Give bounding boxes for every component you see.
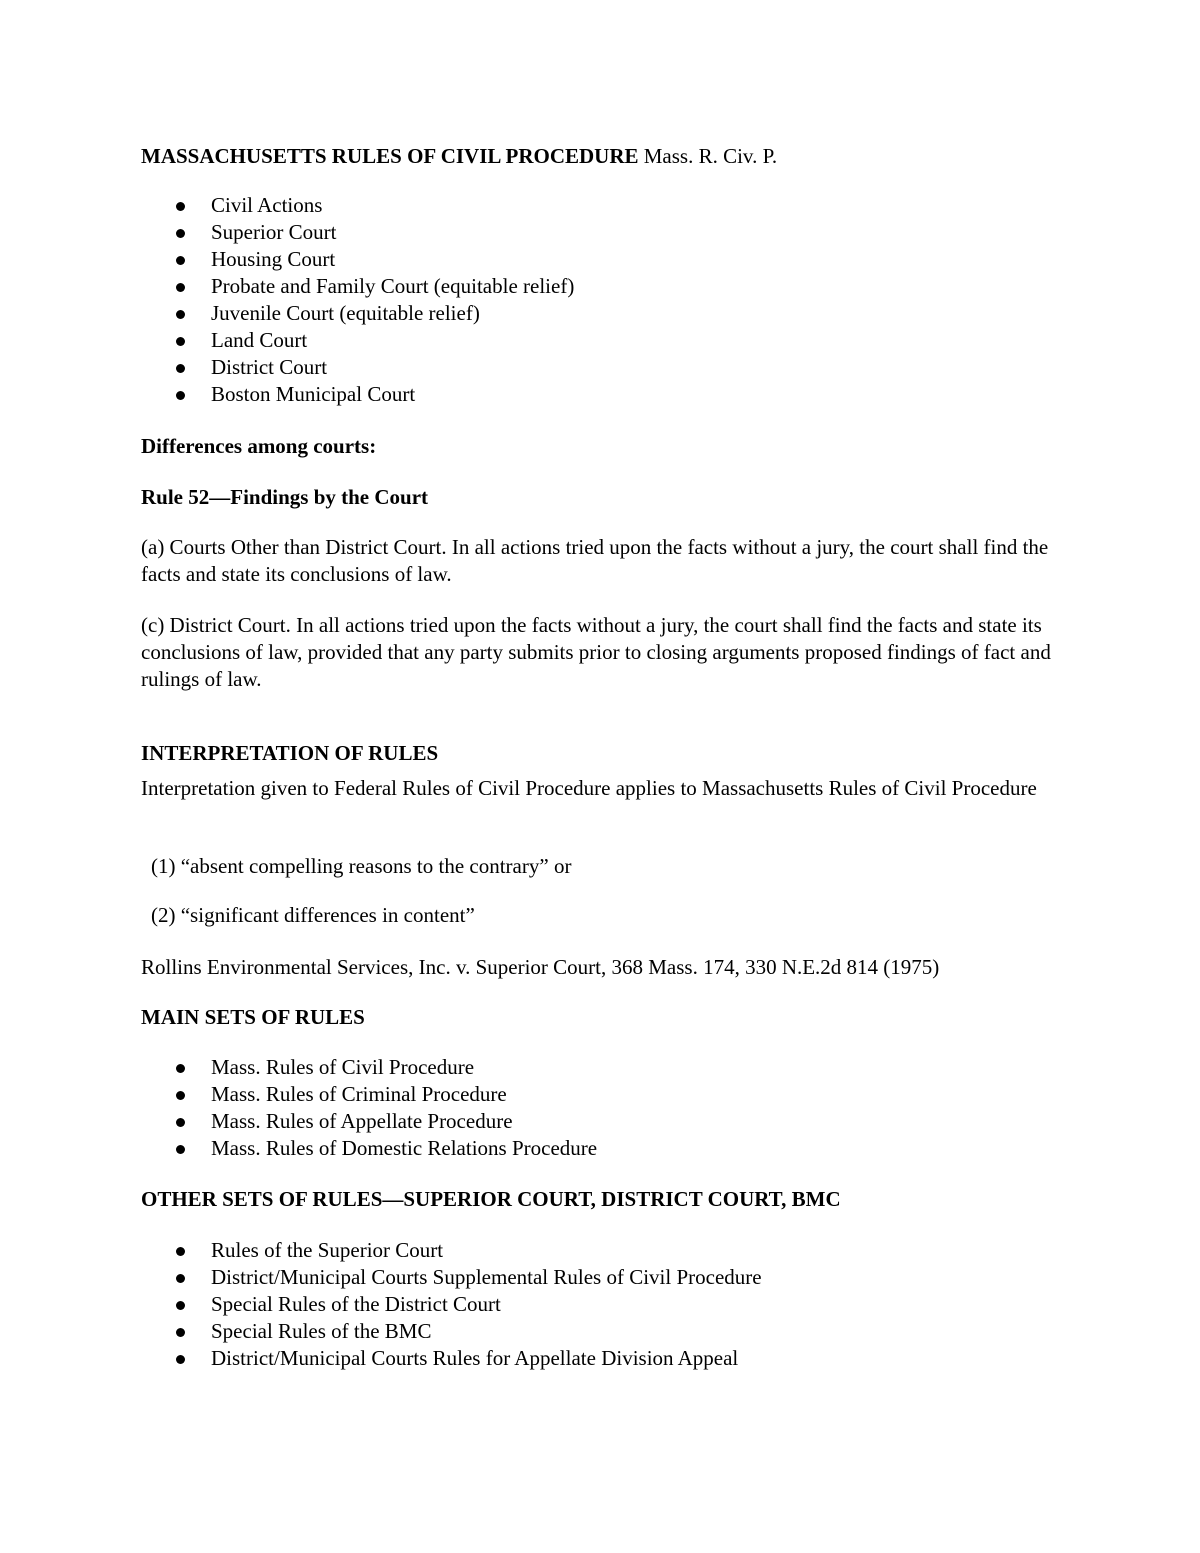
list-item: Superior Court bbox=[141, 219, 1041, 246]
rule52-paragraph-a: (a) Courts Other than District Court. In all actions tried upon the facts without a jury, the court shall find the facts and state its conclusions of law. bbox=[141, 535, 1049, 586]
list-item: Civil Actions bbox=[141, 192, 1041, 219]
rule52-paragraph-c: (c) District Court. In all actions tried upon the facts without a jury, the court shall find the facts and state its conclusions of law, provided that any party submits prior to closing arguments proposed findings of fact and rulings of law. bbox=[141, 613, 1051, 691]
bullet-icon bbox=[176, 283, 185, 292]
list-item: Rules of the Superior Court bbox=[141, 1237, 1041, 1264]
main-sets-list bbox=[141, 1054, 1041, 1162]
bullet-icon bbox=[176, 202, 185, 211]
title-bold: MASSACHUSETTS RULES OF CIVIL PROCEDURE bbox=[141, 144, 639, 168]
other-sets-heading: OTHER SETS OF RULES—SUPERIOR COURT, DISTRICT COURT, BMC bbox=[141, 1187, 841, 1211]
bullet-icon bbox=[176, 1091, 185, 1100]
list-item: Boston Municipal Court bbox=[141, 381, 1041, 408]
bullet-icon bbox=[176, 391, 185, 400]
bullet-icon bbox=[176, 1355, 185, 1364]
bullet-icon bbox=[176, 1274, 185, 1283]
list-item: Mass. Rules of Civil Procedure bbox=[141, 1054, 1041, 1081]
list-item: District/Municipal Courts Supplemental Rules of Civil Procedure bbox=[141, 1264, 1041, 1291]
case-citation: Rollins Environmental Services, Inc. v. Superior Court, 368 Mass. 174, 330 N.E.2d 814 (1975) bbox=[141, 955, 940, 979]
title-abbrev: Mass. R. Civ. P. bbox=[643, 144, 778, 168]
document-title bbox=[141, 143, 1051, 170]
list-item: Housing Court bbox=[141, 246, 1041, 273]
list-item: Probate and Family Court (equitable relief) bbox=[141, 273, 1041, 300]
bullet-icon bbox=[176, 256, 185, 265]
list-item: Special Rules of the BMC bbox=[141, 1318, 1041, 1345]
list-item: Mass. Rules of Domestic Relations Procedure bbox=[141, 1135, 1041, 1162]
rule52-heading: Rule 52—Findings by the Court bbox=[141, 485, 429, 509]
bullet-icon bbox=[176, 1301, 185, 1310]
list-item: Juvenile Court (equitable relief) bbox=[141, 300, 1041, 327]
main-sets-heading: MAIN SETS OF RULES bbox=[141, 1005, 365, 1029]
courts-list bbox=[141, 192, 1041, 408]
bullet-icon bbox=[176, 1247, 185, 1256]
bullet-icon bbox=[176, 310, 185, 319]
list-item: Land Court bbox=[141, 327, 1041, 354]
other-sets-list bbox=[141, 1237, 1041, 1372]
bullet-icon bbox=[176, 229, 185, 238]
differences-heading: Differences among courts: bbox=[141, 434, 377, 458]
list-item: Mass. Rules of Appellate Procedure bbox=[141, 1108, 1041, 1135]
list-item: Special Rules of the District Court bbox=[141, 1291, 1041, 1318]
bullet-icon bbox=[176, 1145, 185, 1154]
bullet-icon bbox=[176, 1118, 185, 1127]
list-item: Mass. Rules of Criminal Procedure bbox=[141, 1081, 1041, 1108]
bullet-icon bbox=[176, 1328, 185, 1337]
list-item: District/Municipal Courts Rules for Appellate Division Appeal bbox=[141, 1345, 1041, 1372]
bullet-icon bbox=[176, 1064, 185, 1073]
bullet-icon bbox=[176, 337, 185, 346]
interpretation-item-2: (2) “significant differences in content” bbox=[151, 903, 475, 927]
interpretation-item-1: (1) “absent compelling reasons to the contrary” or bbox=[151, 854, 572, 878]
interpretation-heading: INTERPRETATION OF RULES bbox=[141, 741, 439, 765]
list-item: District Court bbox=[141, 354, 1041, 381]
interpretation-text: Interpretation given to Federal Rules of Civil Procedure applies to Massachusetts Rules of Civil Procedure bbox=[141, 776, 1037, 800]
bullet-icon bbox=[176, 364, 185, 373]
